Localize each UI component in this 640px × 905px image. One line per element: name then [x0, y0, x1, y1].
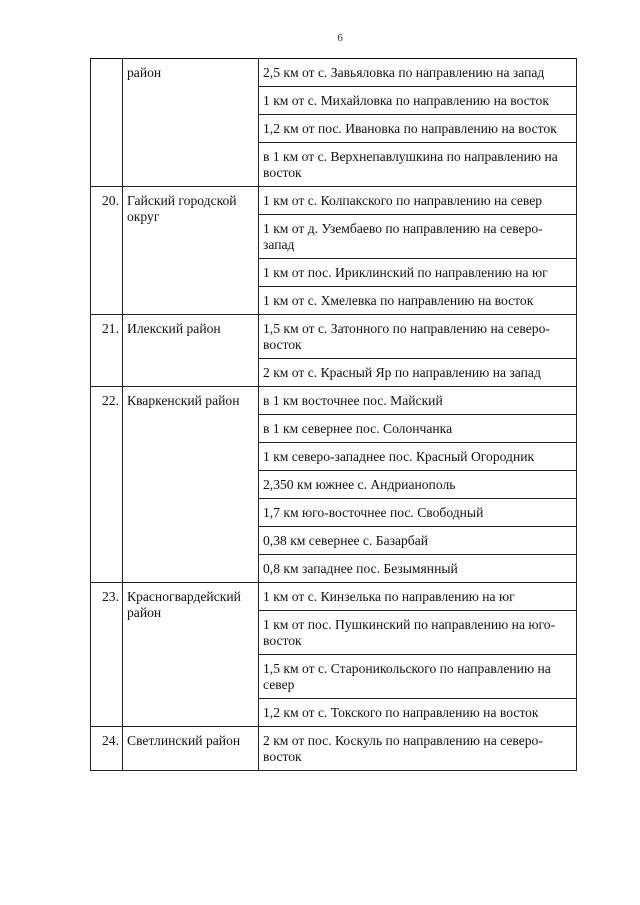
row-number: 23.: [91, 583, 123, 727]
location-description: 1 км от с. Хмелевка по направлению на восток: [259, 287, 577, 315]
table-row: [91, 315, 577, 359]
district-name: Илекский район: [123, 315, 259, 387]
location-description: в 1 км восточнее пос. Майский: [259, 387, 577, 415]
table-row: [91, 187, 577, 215]
district-name: Гайский городской округ: [123, 187, 259, 315]
district-name: район: [123, 59, 259, 187]
location-description: 1,2 км от с. Токского по направлению на восток: [259, 699, 577, 727]
location-description: 2,5 км от с. Завьяловка по направлению на запад: [259, 59, 577, 87]
row-number: 20.: [91, 187, 123, 315]
location-description: 1,5 км от с. Затонного по направлению на северо-восток: [259, 315, 577, 359]
district-name: Светлинский район: [123, 727, 259, 771]
location-description: 2 км от с. Красный Яр по направлению на запад: [259, 359, 577, 387]
row-number: 21.: [91, 315, 123, 387]
location-description: 1,7 км юго-восточнее пос. Свободный: [259, 499, 577, 527]
location-description: 1 км от с. Кинзелька по направлению на юг: [259, 583, 577, 611]
row-number: 22.: [91, 387, 123, 583]
table-row: [91, 387, 577, 415]
location-description: в 1 км севернее пос. Солончанка: [259, 415, 577, 443]
location-description: 1 км северо-западнее пос. Красный Огородник: [259, 443, 577, 471]
location-description: 1 км от с. Михайловка по направлению на восток: [259, 87, 577, 115]
table-row: [91, 727, 577, 771]
location-description: 1 км от с. Колпакского по направлению на север: [259, 187, 577, 215]
locations-table: [90, 58, 577, 771]
row-number: 24.: [91, 727, 123, 771]
district-name: Кваркенский район: [123, 387, 259, 583]
location-description: 2 км от пос. Коскуль по направлению на северо-восток: [259, 727, 577, 771]
location-description: 1,2 км от пос. Ивановка по направлению на восток: [259, 115, 577, 143]
page-number: 6: [337, 32, 343, 44]
table-body: [91, 59, 577, 771]
location-description: 1,5 км от с. Староникольского по направлению на север: [259, 655, 577, 699]
location-description: 2,350 км южнее с. Андрианополь: [259, 471, 577, 499]
table-row: [91, 59, 577, 87]
table-row: [91, 583, 577, 611]
location-description: 1 км от пос. Пушкинский по направлению на юго-восток: [259, 611, 577, 655]
location-description: 1 км от д. Узембаево по направлению на северо-запад: [259, 215, 577, 259]
location-description: 0,38 км севернее с. Базарбай: [259, 527, 577, 555]
location-description: в 1 км от с. Верхнепавлушкина по направлению на восток: [259, 143, 577, 187]
row-number: [91, 59, 123, 187]
district-name: Красногвардейский район: [123, 583, 259, 727]
location-description: 1 км от пос. Ириклинский по направлению на юг: [259, 259, 577, 287]
location-description: 0,8 км западнее пос. Безымянный: [259, 555, 577, 583]
